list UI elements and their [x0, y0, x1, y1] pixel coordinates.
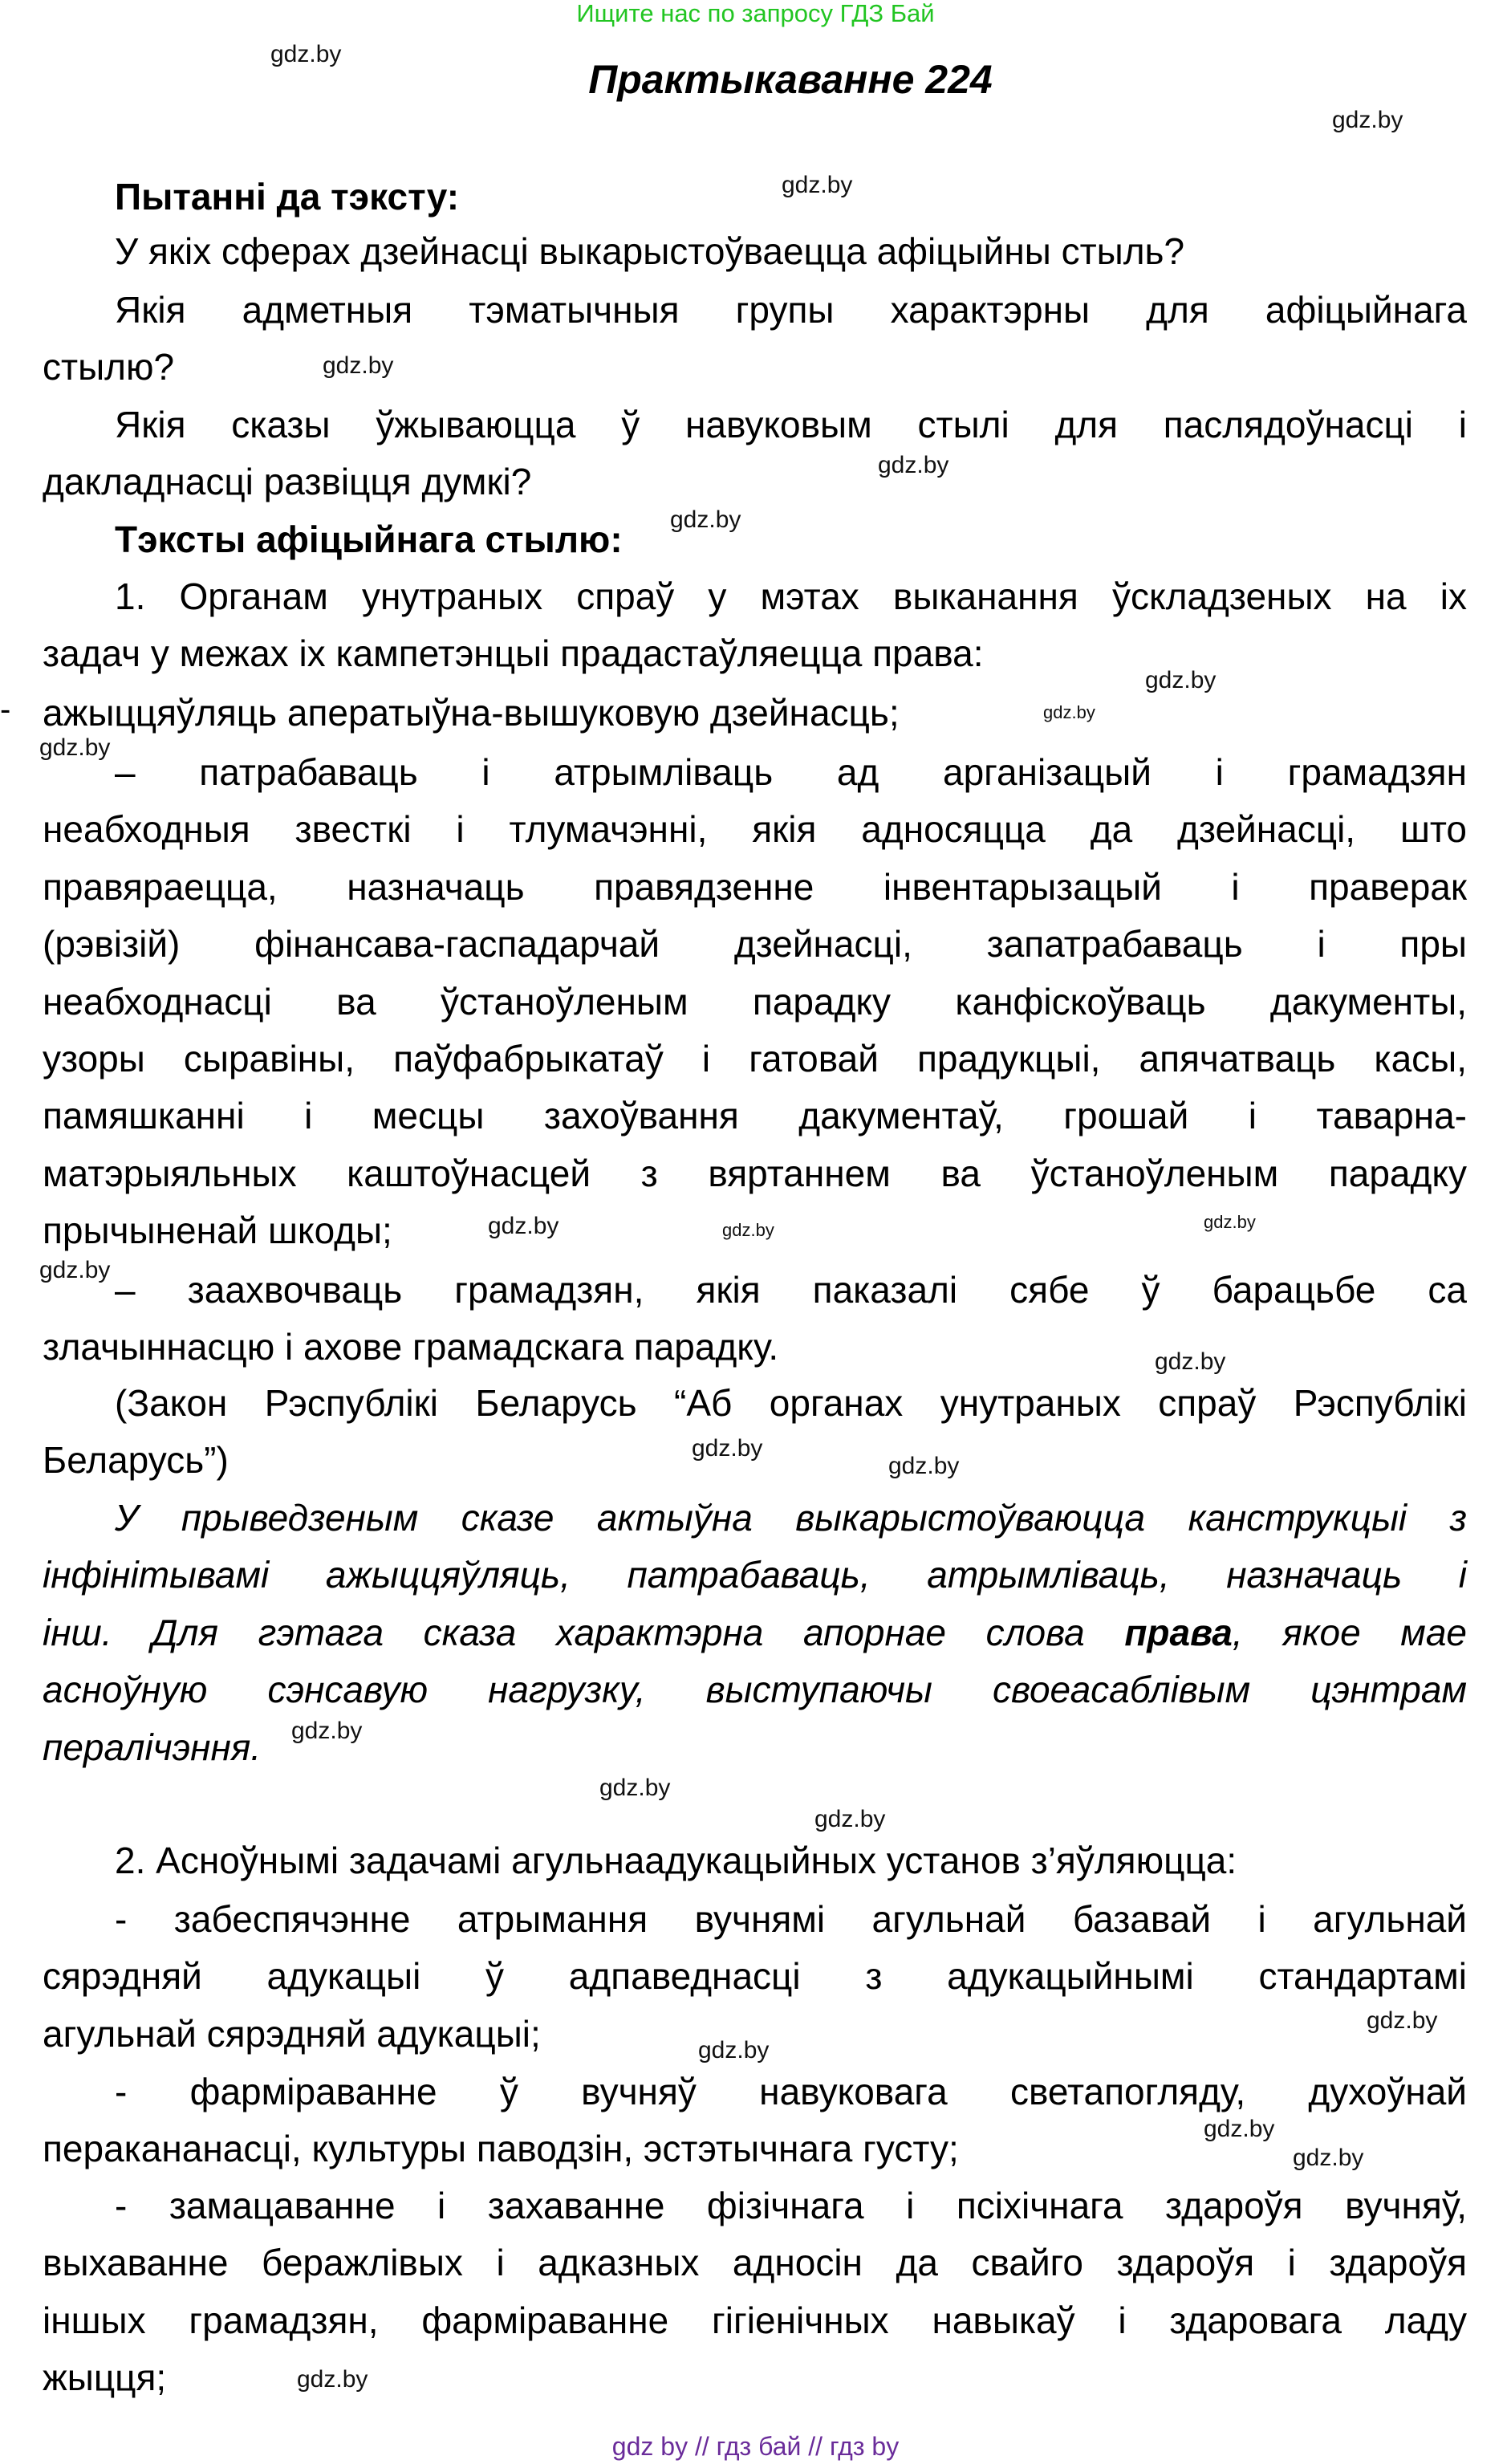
watermark: gdz.by — [1293, 2145, 1364, 2171]
text-line: Тэксты афіцыйнага стылю: — [115, 518, 623, 560]
text-line: прычыненай шкоды; — [43, 1210, 392, 1252]
watermark: gdz.by — [722, 1220, 774, 1240]
paragraph — [43, 1832, 1467, 1889]
stray-dash: - — [0, 692, 11, 727]
watermark: gdz.by — [670, 506, 741, 533]
text-line: пералічэння. — [43, 1726, 262, 1768]
text-line: неабходныя звесткі і тлумачэнні, якія адносяцца да дзейнасці, што — [43, 808, 1467, 851]
text-segment: , якое мае — [1232, 1611, 1468, 1653]
emphasized-word: права — [1124, 1611, 1233, 1653]
paragraph — [43, 1262, 1467, 1376]
watermark: gdz.by — [599, 1775, 671, 1801]
text-line: У прыведзеным сказе актыўна выкарыстоўваюцца канструкцыі з — [115, 1497, 1467, 1539]
text-line: стылю? — [43, 346, 175, 388]
text-line: іншых грамадзян, фарміраванне гігіенічных навыкаў і здаровага ладу — [43, 2299, 1467, 2341]
watermark: gdz.by — [39, 734, 111, 761]
section-heading — [43, 169, 1467, 226]
watermark: gdz.by — [698, 2037, 770, 2063]
paragraph — [43, 396, 1467, 511]
paragraph — [43, 223, 1467, 280]
text-line: матэрыяльных каштоўнасцей з вяртаннем ва ўстаноўленым парадку — [43, 1152, 1467, 1194]
text-line: злачыннасцю і ахове грамадскага парадку. — [43, 1326, 779, 1368]
watermark: gdz.by — [782, 172, 853, 198]
text-line: інфінітывамі ажыццяўляць, патрабаваць, атрымліваць, назначаць і — [43, 1554, 1467, 1596]
text-line: сярэдняй адукацыі ў адпаведнасці з адукацыйнымі стандартамі — [43, 1955, 1467, 1998]
watermark: gdz.by — [692, 1435, 763, 1462]
paragraph — [43, 744, 1467, 1260]
text-line: правяраецца, назначаць правядзенне інвентарызацый і праверак — [43, 865, 1467, 908]
text-line: перакананасці, культуры паводзін, эстэтычнага густу; — [43, 2128, 959, 2170]
text-line: Якія адметныя тэматычныя групы характэрны для афіцыйнага — [115, 289, 1467, 331]
watermark: gdz.by — [270, 41, 342, 67]
text-line: Пытанні да тэксту: — [115, 176, 460, 218]
text-line: (Закон Рэспублікі Беларусь “Аб органах унутраных спраў Рэспублікі — [115, 1382, 1467, 1424]
text-line: У якіх сферах дзейнасці выкарыстоўваецца афіцыйны стыль? — [115, 230, 1185, 272]
watermark: gdz.by — [488, 1213, 559, 1239]
text-line: 1. Органам унутраных спраў у мэтах выканання ўскладзеных на іх — [115, 575, 1467, 617]
watermark: gdz.by — [1155, 1348, 1226, 1375]
page-title: Практыкаванне 224 — [588, 57, 993, 102]
watermark: gdz.by — [1043, 702, 1095, 722]
paragraph — [43, 2177, 1467, 2407]
text-line: - фарміраванне ў вучняў навуковага светапогляду, духоўнай — [115, 2071, 1467, 2112]
text-line: задач у межах іх кампетэнцыі прадастаўляецца права: — [43, 632, 984, 675]
watermark: gdz.by — [878, 452, 949, 478]
watermark: gdz.by — [1332, 107, 1403, 133]
watermark: gdz.by — [1145, 667, 1217, 693]
text-line: памяшканні і месцы захоўвання дакументаў, грошай і таварна- — [43, 1095, 1467, 1137]
watermark: gdz.by — [1367, 2007, 1438, 2034]
paragraph — [43, 685, 1467, 742]
watermark: gdz.by — [297, 2366, 368, 2393]
text-segment: інш. Для гэтага сказа характэрна апорнае слова — [43, 1611, 1125, 1653]
watermark: gdz.by — [323, 352, 394, 379]
text-line: агульнай сярэдняй адукацыі; — [43, 2012, 541, 2055]
watermark: gdz.by — [291, 1718, 363, 1744]
watermark: gdz.by — [1204, 1212, 1256, 1232]
text-line: - замацаванне і захаванне фізічнага і псіхічнага здароўя вучняў, — [115, 2185, 1467, 2226]
text-line: асноўную сэнсавую нагрузку, выступаючы своеасаблівым цэнтрам — [43, 1669, 1467, 1711]
watermark: gdz.by — [39, 1257, 111, 1283]
watermark: gdz.by — [814, 1806, 886, 1832]
footer-links[interactable]: gdz by // гдз бай // гдз by — [611, 2432, 900, 2461]
text-line: Беларусь”) — [43, 1439, 229, 1482]
text-line: (рэвізій) фінансава-гаспадарчай дзейнасці, запатрабаваць і пры — [43, 923, 1467, 966]
text-line: - забеспячэнне атрымання вучнямі агульнай базавай і агульнай — [115, 1898, 1467, 1940]
text-line: жыцця; — [43, 2356, 167, 2399]
text-line: ажыццяўляць аператыўна-вышуковую дзейнасць; — [43, 692, 900, 734]
text-line: – патрабаваць і атрымліваць ад арганізацый і грамадзян — [115, 751, 1467, 793]
text-line: – заахвочваць грамадзян, якія паказалі сябе ў барацьбе са — [115, 1269, 1467, 1311]
watermark: gdz.by — [1204, 2116, 1275, 2142]
text-line: неабходнасці ва ўстаноўленым парадку канфіскоўваць дакументы, — [43, 980, 1467, 1023]
text-line: Якія сказы ўжываюцца ў навуковым стылі для паслядоўнасці і — [115, 404, 1467, 445]
text-line: выхаванне беражлівых і адказных адносін да свайго здароўя і здароўя — [43, 2242, 1467, 2284]
watermark: gdz.by — [888, 1453, 960, 1479]
paragraph — [43, 282, 1467, 396]
text-line: 2. Асноўнымі задачамі агульнаадукацыйных установ з’яўляюцца: — [115, 1840, 1237, 1881]
paragraph — [43, 1375, 1467, 1490]
section-heading — [43, 511, 1467, 568]
text-line: узоры сыравіны, паўфабрыкатаў і гатовай прадукцыі, апячатваць касы, — [43, 1037, 1467, 1080]
search-banner: Ищите нас по запросу ГДЗ Бай — [576, 0, 935, 27]
text-line: дакладнасці развіцця думкі? — [43, 461, 532, 503]
paragraph — [43, 1490, 1467, 1776]
paragraph — [43, 568, 1467, 683]
text-line — [43, 1604, 1467, 1661]
